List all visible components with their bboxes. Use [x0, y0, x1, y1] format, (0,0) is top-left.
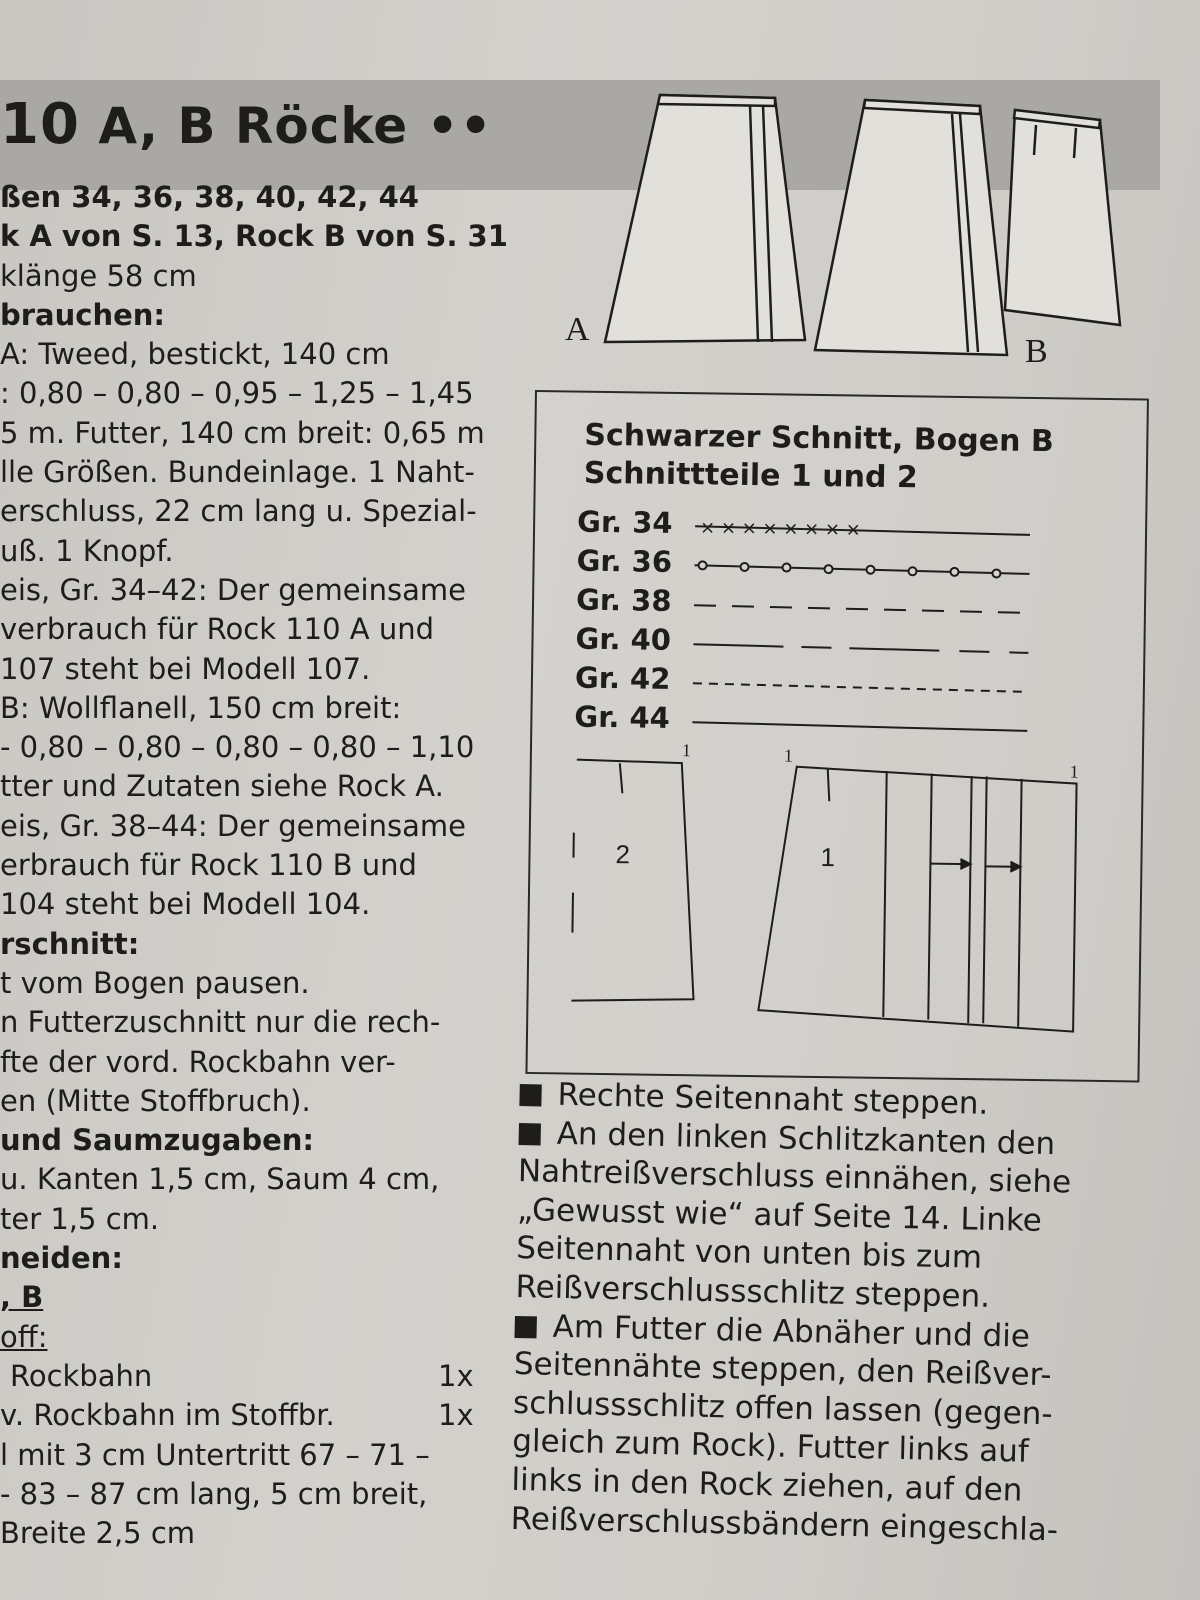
- text-line: - 0,80 – 0,80 – 0,80 – 0,80 – 1,10: [0, 730, 475, 765]
- text-line: ter 1,5 cm.: [0, 1201, 160, 1236]
- text-line: [0, 1357, 510, 1396]
- text-line: fte der vord. Rockbahn ver-: [0, 1044, 396, 1079]
- text-line: Seitennähte steppen, den Reißver-: [513, 1346, 1052, 1394]
- line-size-42: [693, 683, 1028, 692]
- text-line: [0, 1396, 510, 1435]
- text-line: Nahtreißverschluss einnähen, siehe: [517, 1153, 1072, 1201]
- text-line-content: Am Futter die Abnäher und die: [552, 1308, 1031, 1355]
- piece-2-number: 2: [615, 839, 631, 870]
- text-line: gleich zum Rock). Futter links auf: [511, 1423, 1030, 1471]
- text-line: en (Mitte Stoffbruch).: [0, 1083, 311, 1118]
- text-line: tter und Zutaten siehe Rock A.: [0, 769, 444, 804]
- pattern-piece-2-grain: [572, 893, 573, 933]
- text-line-content: A: Tweed, bestickt, 140 cm: [0, 337, 390, 372]
- pattern-piece-1-dart: [827, 769, 829, 801]
- size-label-38: Gr. 38: [575, 582, 672, 618]
- section-heading: brauchen:: [0, 297, 166, 332]
- piece-1-number: 1: [820, 842, 836, 873]
- text-line: Reißverschlussschlitz steppen.: [515, 1268, 991, 1315]
- skirt-drawings: [560, 80, 1160, 380]
- line-size-44: [692, 722, 1027, 731]
- text-line-content: An den linken Schlitzkanten den: [556, 1115, 1056, 1162]
- pattern-arrow-head: [1010, 862, 1020, 872]
- skirt-b-front: [815, 100, 1007, 355]
- pattern-piece-1-line: [1018, 779, 1021, 1027]
- page-title: [0, 92, 493, 157]
- quantity: 1x: [438, 1398, 474, 1433]
- pattern-piece-1-line: [968, 776, 971, 1023]
- label-b: B: [1025, 333, 1048, 370]
- text-line: off:: [0, 1319, 48, 1354]
- model-number: 10: [0, 92, 80, 157]
- pattern-piece-1-line: [928, 774, 931, 1020]
- text-line: : 0,80 – 0,80 – 0,95 – 1,25 – 1,45: [0, 376, 474, 411]
- text-line: l mit 3 cm Untertritt 67 – 71 –: [0, 1437, 430, 1472]
- section-heading: und Saumzugaben:: [0, 1123, 314, 1158]
- size-label-42: Gr. 42: [574, 660, 671, 696]
- text-line: 107 steht bei Modell 107.: [0, 651, 371, 686]
- size-label-36: Gr. 36: [576, 543, 673, 579]
- quantity: 1x: [438, 1358, 474, 1393]
- label-a: A: [565, 311, 590, 348]
- bullet-square-icon: [515, 1316, 537, 1338]
- text-line: erschluss, 22 cm lang u. Spezial-: [0, 494, 477, 529]
- text-line: t vom Bogen pausen.: [0, 965, 310, 1000]
- text-line: eis, Gr. 38–44: Der gemeinsame: [0, 808, 466, 843]
- line-size-38: [694, 605, 1029, 613]
- text-line: u. Kanten 1,5 cm, Saum 4 cm,: [0, 1162, 440, 1197]
- corner-mark: 1: [681, 740, 692, 761]
- pattern-piece-1-outline: [758, 766, 1077, 1031]
- left-text-column: [0, 178, 510, 1553]
- text-line: - 83 – 87 cm lang, 5 cm breit,: [0, 1476, 428, 1511]
- pattern-pieces-title: Schnittteile 1 und 2: [583, 455, 919, 496]
- text-line: B: Wollflanell, 150 cm breit:: [0, 690, 402, 725]
- text-line: , B: [0, 1280, 44, 1315]
- model-title: A, B Röcke ••: [98, 97, 493, 155]
- pattern-piece-1-line: [983, 776, 986, 1023]
- section-heading: neiden:: [0, 1241, 123, 1276]
- text-line: n Futterzuschnitt nur die rech-: [0, 1005, 441, 1040]
- text-line: klänge 58 cm: [0, 258, 197, 293]
- pattern-sheet-title: Schwarzer Schnitt, Bogen B: [584, 417, 1055, 460]
- svg-text:× × × × × × × ×: × × × × × × × ×: [699, 517, 861, 541]
- text-line: 5 m. Futter, 140 cm breit: 0,65 m: [0, 415, 485, 450]
- skirt-b-back: [1005, 110, 1120, 325]
- text-line-content: Rockbahn: [10, 1358, 153, 1393]
- pattern-piece-2-dart: [619, 763, 622, 793]
- skirt-illustration: [560, 80, 1160, 380]
- size-label-40: Gr. 40: [575, 621, 672, 657]
- text-line: „Gewusst wie“ auf Seite 14. Linke: [516, 1191, 1043, 1239]
- text-line: links in den Rock ziehen, auf den: [511, 1461, 1023, 1509]
- section-heading: rschnitt:: [0, 926, 140, 961]
- skirt-a-waistband: [658, 95, 775, 106]
- pattern-piece-2-outline: [571, 760, 696, 1003]
- text-line: lle Größen. Bundeinlage. 1 Naht-: [0, 455, 475, 490]
- corner-mark: 1: [783, 745, 794, 766]
- text-line: Breite 2,5 cm: [0, 1516, 196, 1551]
- line-size-34-marks: [700, 517, 861, 540]
- text-line: Seitennaht von unten bis zum: [515, 1230, 983, 1277]
- pattern-info-box: [525, 390, 1148, 1083]
- text-line: ßen 34, 36, 38, 40, 42, 44: [0, 180, 419, 214]
- bullet-square-icon: [519, 1123, 541, 1145]
- bullet-square-icon: [519, 1084, 541, 1106]
- text-line: 104 steht bei Modell 104.: [0, 887, 371, 922]
- corner-mark: 1: [1069, 761, 1079, 782]
- size-label-34: Gr. 34: [576, 504, 673, 540]
- text-line: uß. 1 Knopf.: [0, 533, 174, 568]
- size-label-44: Gr. 44: [574, 699, 671, 735]
- pattern-lines-drawing: [527, 392, 1146, 1080]
- text-line: erbrauch für Rock 110 B und: [0, 848, 417, 883]
- text-line: eis, Gr. 34–42: Der gemeinsame: [0, 572, 466, 607]
- skirt-a-front: [605, 95, 805, 342]
- pattern-piece-1-line: [883, 771, 886, 1017]
- pattern-arrow-head: [960, 859, 970, 869]
- right-text-column: [510, 1075, 1110, 1550]
- line-size-40: [693, 644, 1028, 653]
- text-line: Reißverschlussbändern eingeschla-: [510, 1500, 1059, 1548]
- text-line-content: Rechte Seitennaht steppen.: [557, 1076, 989, 1122]
- text-line: k A von S. 13, Rock B von S. 31: [0, 219, 508, 254]
- text-line: schlussschlitz offen lassen (gegen-: [512, 1384, 1053, 1432]
- text-line: [0, 335, 510, 374]
- text-line: verbrauch für Rock 110 A und: [0, 612, 435, 647]
- text-line-content: v. Rockbahn im Stoffbr.: [0, 1398, 335, 1433]
